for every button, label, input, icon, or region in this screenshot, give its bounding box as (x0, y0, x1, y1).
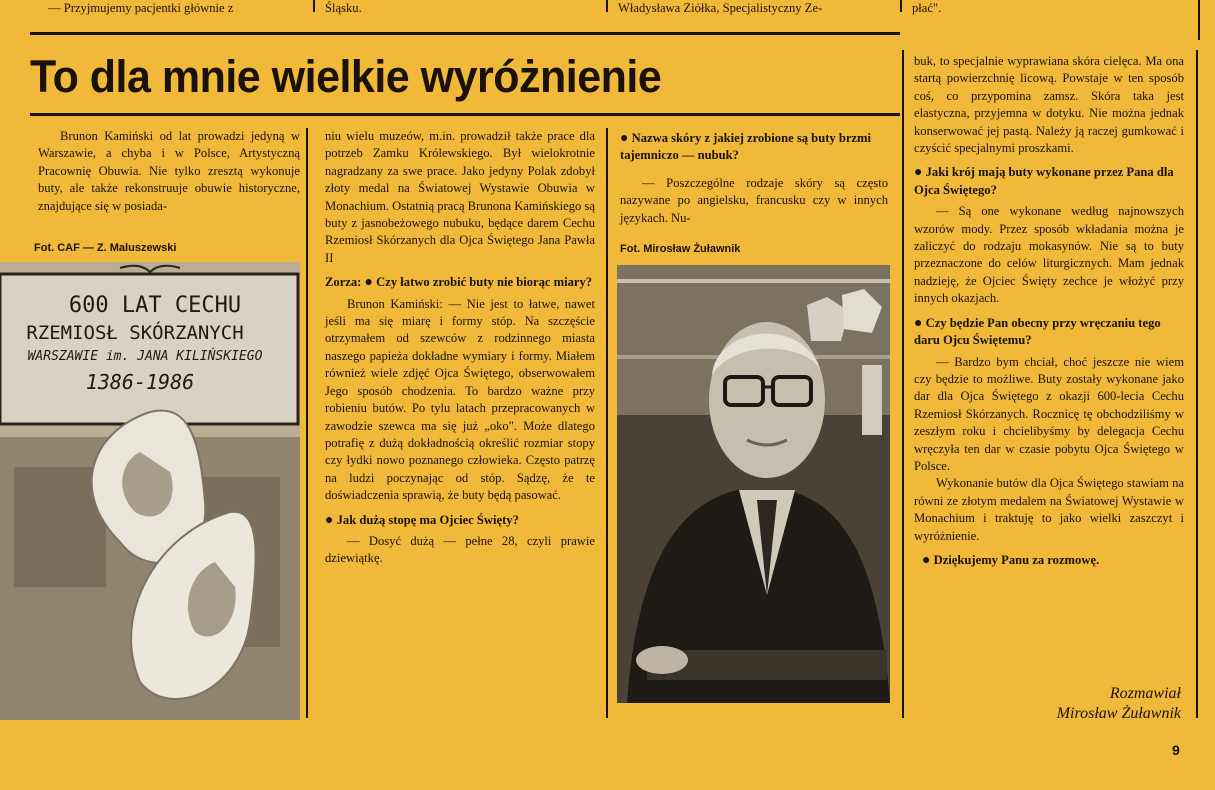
top-fragment-2: Śląsku. (325, 1, 362, 15)
question-2-text: Jak dużą stopę ma Ojciec Święty? (336, 512, 519, 527)
answer-3: — Poszczególne rodzaje skóry są często nazywane po angielsku, francusku czy w innych językach. Nu- (620, 175, 888, 225)
right-edge-rule (1198, 0, 1200, 40)
column-rule (902, 50, 904, 718)
portrait-illustration (617, 265, 890, 703)
signature-line-2: Mirosław Żuławnik (1056, 705, 1181, 722)
bullet-icon: ● (922, 552, 931, 568)
sign-line-4: 1386-1986 (85, 370, 195, 394)
top-fragment-3: Władysława Ziółka, Specjalistyczny Ze- (618, 1, 823, 15)
shoes-photo (0, 262, 300, 720)
sign-line-1: 600 LAT CECHU (68, 293, 242, 318)
top-column-rule (313, 0, 315, 12)
column-rule (606, 128, 608, 718)
question-5-text: Czy będzie Pan obecny przy wręczaniu tego daru Ojcu Świętemu? (914, 315, 1161, 348)
headline-top-rule (30, 32, 900, 35)
column-2 (325, 128, 595, 568)
question-3 (620, 130, 888, 165)
question-1 (325, 274, 595, 291)
right-edge-rule (1196, 50, 1198, 718)
column-rule (306, 128, 308, 718)
closing-line (914, 552, 1184, 569)
answer-4: — Są one wykonane według najnowszych wzorów mody. Przez sposób wkładania można je zaliczyć do rodzaju mokasynów. Nie są to buty przeznaczone do celów liturgicznych. Mam jednak nadzieję, że Ojciec Święty zechce je włożyć przy innych okazjach. (914, 204, 1184, 306)
question-4-text: Jaki krój mają buty wykonane przez Pana dla Ojca Świętego? (914, 165, 1174, 197)
bullet-icon: ● (325, 512, 334, 528)
closing-text: Dziękujemy Panu za rozmowę. (933, 552, 1100, 567)
answer-5-continued: Wykonanie butów dla Ojca Świętego stawiam na równi ze złotym medalem na Światowej Wystawie w Monachium i traktuję to jako wielki zaszczyt i wyróżnienie. (914, 476, 1184, 543)
column-3 (620, 130, 888, 227)
top-column-rule (606, 0, 608, 12)
question-5 (914, 315, 1184, 350)
answer-1: Brunon Kamiński: — Nie jest to łatwe, nawet jeśli ma się miarę i formy stóp. Na szczęście otrzymałem od szewców z rodzinnego miasta naszego papieża dokładne wymiary i formy. Miałem również wiele zdjęć Ojca Świętego, obserwowałem Jego sposób chodzenia. To bardzo ważne przy robieniu butów. Po tylu latach przepracowanych w zawodzie szewca ma się już „oko". Może dlatego potrafię z dużą dokładnością określić rozmiar stopy czy łydki nowo poznanego człowieka. Często patrzę na ludzi poczynając od stóp. Sądzę, że te doświadczenia sprawią, że buty będą pasować. (325, 296, 595, 503)
question-1-text: Czy łatwo zrobić buty nie biorąc miary? (376, 275, 593, 290)
shoemaker-photo (617, 265, 890, 703)
top-fragment-4: płać". (912, 1, 942, 15)
signature-line-1: Rozmawiał (1109, 685, 1181, 702)
page-number: 9 (1172, 742, 1180, 758)
question-4 (914, 164, 1184, 199)
anniversary-sign (20, 292, 290, 396)
photo-credit-right: Fot. Mirosław Żuławnik (620, 243, 741, 255)
top-column-rule (900, 0, 902, 12)
question-2 (325, 512, 595, 529)
bio-paragraph: niu wielu muzeów, m.in. prowadził także prace dla potrzeb Zamku Królewskiego. Był wielokrotnie nagradzany za swe prace. Jako jedyny Polak zdobył złoty medal na Światowej Wystawie Obuwia w Monachium. Ostatnią pracą Brunona Kamińskiego są buty z jasnobeżowego nubuku, będące darem Cechu Rzemiosł Skórzanych dla Ojca Świętego Jana Pawła II (325, 129, 595, 265)
bullet-icon: ● (914, 165, 923, 181)
question-3-text: Nazwa skóry z jakiej zrobione są buty brzmi tajemniczo — nubuk? (620, 131, 872, 163)
article-headline: To dla mnie wielkie wyróżnienie (30, 52, 662, 103)
bullet-icon: ● (364, 275, 373, 291)
answer-2: — Dosyć dużą — pełne 28, czyli prawie dziewiątkę. (325, 533, 595, 566)
column-4 (914, 53, 1184, 573)
top-fragment-1: — Przyjmujemy pacjentki głównie z (48, 1, 234, 15)
question-1-lead: Zorza: (325, 275, 362, 290)
bullet-icon: ● (914, 315, 923, 331)
answer-3-continued: buk, to specjalnie wyprawiana skóra cielęca. Ma ona startą powierzchnię licową. Powstaje w ten sposób coś, co przypomina zamsz. Skóra taka jest elastyczna, przyjemna w dotyku. Nie można jednak konserwować jej pastą. Należy ją raczej gumkować i czyścić specjalnymi proszkami. (914, 54, 1184, 156)
bullet-icon: ● (620, 131, 629, 146)
sign-line-2: RZEMIOSŁ SKÓRZANYCH (26, 322, 244, 344)
column-1 (38, 128, 300, 215)
headline-bottom-rule (30, 113, 900, 116)
photo-credit-left: Fot. CAF — Z. Maluszewski (34, 242, 177, 254)
answer-5: — Bardzo bym chciał, choć jeszcze nie wiem czy będzie to możliwe. Buty zostały wykonane jako dar dla Ojca Świętego z okazji 600-lecia Cechu Rzemiosł Skórzanych. Rocznicę tę obchodziliśmy w zeszłym roku i chcielibyśmy by delegacja Cechu wręczyła ten dar w czasie pobytu Ojca Świętego w Polsce. (914, 354, 1184, 473)
intro-paragraph: Brunon Kamiński od lat prowadzi jedyną w Warszawie, a chyba i w Polsce, Artystyczną Pracownię Obuwia. Nie tylko zresztą wykonuje buty, ale także rekonstruuje obuwie historyczne, znajdujące się w posiada- (38, 129, 300, 213)
author-signature (1057, 684, 1181, 724)
sign-line-3: WARSZAWIE im. JANA KILIŃSKIEGO (27, 349, 263, 364)
